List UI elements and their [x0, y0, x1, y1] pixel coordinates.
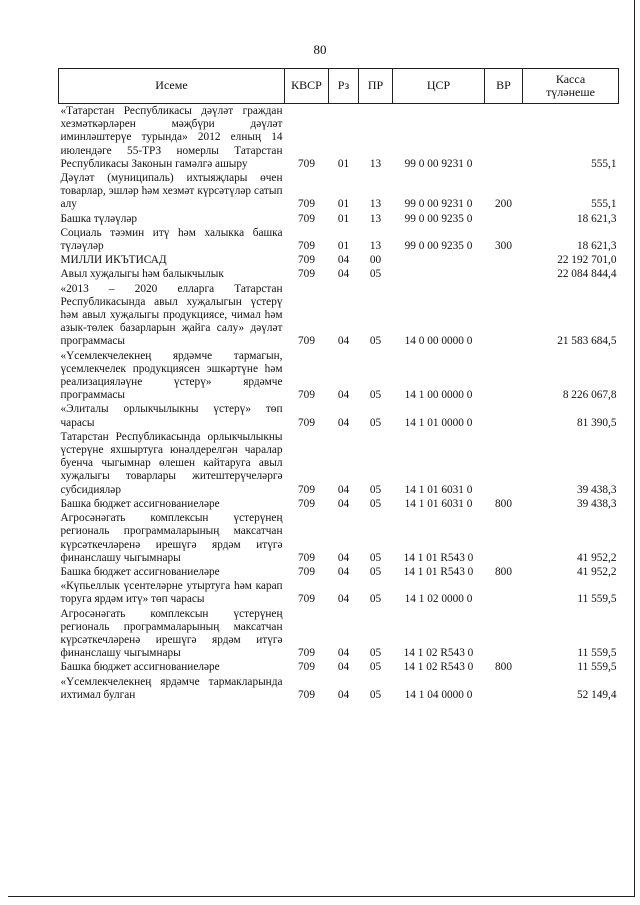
- row-csr: 14 1 01 R543 0: [403, 565, 474, 578]
- row-name: «Күпьеллык үсентеләрне утыртуга һәм карап торуга ярдәм итү» төп чарасы: [60, 580, 283, 606]
- row-name: «Татарстан Республикасы дәүләт граждан хезмәткәрләрен мәҗбүри дәүләт иминләштерүе турында» 2012 елның 14 июлендәге 55-ТРЗ номерлы Татарстан Республикасы Законын гамәлгә ашыру: [60, 105, 283, 170]
- row-kvsr: 709: [298, 240, 315, 253]
- row-amount: 18 621,3: [576, 240, 617, 253]
- row-vr: 800: [495, 565, 512, 578]
- row-csr: 14 1 04 0000 0: [404, 688, 473, 701]
- row-csr: 14 1 01 R543 0: [403, 551, 474, 564]
- row-amount: 22 192 701,0: [557, 254, 617, 267]
- row-rz: 04: [337, 565, 350, 578]
- row-kvsr: 709: [298, 254, 315, 267]
- row-csr: 14 1 01 6031 0: [404, 497, 473, 510]
- row-kvsr: 709: [298, 212, 315, 225]
- row-rz: 04: [337, 483, 350, 496]
- row-rz: 04: [337, 647, 350, 660]
- row-csr: 14 1 00 0000 0: [404, 389, 473, 402]
- table-row: [59, 212, 619, 226]
- table-row: [59, 253, 619, 267]
- row-csr: 14 1 02 R543 0: [403, 647, 474, 660]
- table-row: [59, 349, 619, 403]
- row-name: МИЛЛИ ИКЪТИСАД: [60, 254, 167, 267]
- row-name: Башка бюджет ассигнованиеләре: [60, 565, 220, 578]
- row-pr: 13: [369, 240, 382, 253]
- table-row: [59, 660, 619, 674]
- col-csr-header: ЦСР: [393, 69, 485, 104]
- row-rz: 04: [337, 268, 350, 281]
- row-amount: 21 583 684,5: [557, 335, 617, 348]
- row-rz: 04: [337, 661, 350, 674]
- row-name: Авыл хуҗалыгы һәм балыкчылык: [60, 268, 224, 281]
- row-name: Социаль тәэмин итү һәм халыкка башка түләүләр: [60, 226, 283, 253]
- row-rz: 01: [337, 212, 350, 225]
- row-vr: 800: [495, 497, 512, 510]
- table-row: [59, 282, 619, 349]
- table-row: [59, 497, 619, 511]
- row-rz: 01: [337, 240, 350, 253]
- row-amount: 22 084 844,4: [557, 268, 617, 281]
- row-name: Башка түләүләр: [60, 212, 138, 225]
- row-amount: 41 952,2: [576, 551, 617, 564]
- row-vr: [485, 675, 523, 702]
- row-pr: 13: [369, 212, 382, 225]
- row-vr: [485, 349, 523, 403]
- table-row: [59, 104, 619, 172]
- row-kvsr: 709: [298, 198, 315, 211]
- row-amount: 555,1: [591, 157, 617, 170]
- row-name: «2013 – 2020 елларга Татарстан Республикасында авыл хуҗалыгын үстерү һәм авыл хуҗалыгы продукциясе, чимал һәм азык-төлек базарларын җайга салу» дәүләт программасы: [60, 282, 283, 348]
- table-row: [59, 226, 619, 253]
- row-pr: 05: [369, 483, 382, 496]
- row-amount: 41 952,2: [576, 565, 617, 578]
- row-vr: [485, 212, 523, 226]
- row-csr: 14 1 02 0000 0: [404, 593, 473, 606]
- col-rz-header: Рз: [329, 69, 359, 104]
- row-csr: 99 0 00 9231 0: [404, 198, 473, 211]
- row-name: Башка бюджет ассигнованиеләре: [60, 661, 220, 674]
- col-name-header: Исеме: [59, 69, 285, 104]
- row-pr: 05: [369, 661, 382, 674]
- table-row: [59, 565, 619, 579]
- table-row: [59, 675, 619, 702]
- col-kvsr-header: КВСР: [285, 69, 329, 104]
- row-amount: 39 438,3: [576, 497, 617, 510]
- table-header: [59, 69, 619, 104]
- row-amount: 11 559,5: [577, 661, 617, 674]
- row-name: Дәүләт (муниципаль) ихтыяҗлары өчен товарлар, эшләр һәм хезмәт күрсәтүләр сатып алу: [60, 172, 283, 211]
- row-rz: 04: [337, 551, 350, 564]
- page-number: 80: [313, 42, 327, 57]
- row-rz: 04: [337, 335, 350, 348]
- row-csr: 14 1 01 0000 0: [404, 416, 473, 429]
- row-vr: [485, 267, 523, 281]
- row-kvsr: 709: [298, 416, 315, 429]
- row-pr: 05: [369, 335, 382, 348]
- row-vr: [485, 511, 523, 565]
- row-amount: 18 621,3: [576, 212, 617, 225]
- row-vr: [485, 607, 523, 661]
- row-rz: 04: [337, 593, 350, 606]
- row-name: «Үсемлекчелекнең ярдәмче тармакларында ихтимал булган: [60, 675, 283, 701]
- row-name: Татарстан Республикасында орлыкчылыкны үстерүне яхшыртуга юнәлдерелгән чаралар буенча чыгымнар өлешен кайтаруга авыл хуҗалыгы товарлары житештерүчеләргә субсидияләр: [60, 430, 283, 496]
- row-kvsr: 709: [298, 389, 315, 402]
- row-pr: 00: [369, 254, 382, 267]
- row-vr: [485, 282, 523, 349]
- row-csr: 14 1 02 R543 0: [403, 661, 474, 674]
- row-pr: 05: [369, 688, 382, 701]
- table-row: [59, 402, 619, 429]
- row-amount: 81 390,5: [576, 416, 617, 429]
- row-csr: 99 0 00 9231 0: [404, 157, 473, 170]
- col-pr-header: ПР: [359, 69, 393, 104]
- row-pr: 13: [369, 198, 382, 211]
- row-kvsr: 709: [298, 661, 315, 674]
- row-kvsr: 709: [298, 565, 315, 578]
- row-csr: 99 0 00 9235 0: [404, 212, 473, 225]
- row-kvsr: 709: [298, 335, 315, 348]
- row-amount: 555,1: [591, 198, 617, 211]
- table-row: [59, 511, 619, 565]
- row-rz: 04: [337, 688, 350, 701]
- row-name: Башка бюджет ассигнованиеләре: [60, 497, 220, 510]
- row-csr: [393, 267, 485, 281]
- row-vr: [485, 430, 523, 497]
- row-vr: 200: [495, 198, 512, 211]
- table-row: [59, 171, 619, 212]
- row-pr: 05: [369, 389, 382, 402]
- row-vr: [485, 402, 523, 429]
- row-rz: 04: [337, 497, 350, 510]
- row-pr: 05: [369, 647, 382, 660]
- row-rz: 04: [337, 254, 350, 267]
- table-row: [59, 430, 619, 497]
- row-kvsr: 709: [298, 497, 315, 510]
- row-pr: 05: [369, 497, 382, 510]
- budget-table: [58, 68, 619, 702]
- row-kvsr: 709: [298, 593, 315, 606]
- row-amount: 8 226 067,8: [562, 389, 617, 402]
- row-vr: [485, 104, 523, 172]
- row-rz: 01: [337, 157, 350, 170]
- row-kvsr: 709: [298, 647, 315, 660]
- row-pr: 05: [369, 565, 382, 578]
- row-vr: [485, 253, 523, 267]
- row-pr: 05: [369, 593, 382, 606]
- row-rz: 04: [337, 389, 350, 402]
- table-row: [59, 607, 619, 661]
- row-amount: 52 149,4: [576, 688, 617, 701]
- row-kvsr: 709: [298, 483, 315, 496]
- table-row: [59, 579, 619, 606]
- row-csr: 14 0 00 0000 0: [404, 335, 473, 348]
- row-csr: 14 1 01 6031 0: [404, 483, 473, 496]
- row-vr: 800: [495, 661, 512, 674]
- row-amount: 39 438,3: [576, 483, 617, 496]
- row-name: «Элиталы орлыкчылыкны үстерү» төп чарасы: [60, 403, 283, 429]
- row-vr: 300: [495, 240, 512, 253]
- row-pr: 05: [369, 268, 382, 281]
- row-vr: [485, 579, 523, 606]
- col-vr-header: ВР: [485, 69, 523, 104]
- row-name: Агросәнәгать комплексын үстерүнең региональ программаларының максатчан күрсәткечләренә ирешүгә ярдәм итүгә финанслашу чыгымнары: [60, 607, 283, 660]
- col-amount-header: Касса түләнеше: [523, 69, 619, 104]
- row-csr: [393, 253, 485, 267]
- row-kvsr: 709: [298, 688, 315, 701]
- row-kvsr: 709: [298, 551, 315, 564]
- row-csr: 99 0 00 9235 0: [404, 240, 473, 253]
- row-kvsr: 709: [298, 268, 315, 281]
- row-amount: 11 559,5: [577, 593, 617, 606]
- row-rz: 04: [337, 416, 350, 429]
- row-pr: 05: [369, 551, 382, 564]
- row-amount: 11 559,5: [577, 647, 617, 660]
- row-name: «Үсемлекчелекнең ярдәмче тармагын, үсемлекчелек продукциясен эшкәртүне һәм реализацияләүне үстерү» ярдәмче программасы: [60, 349, 283, 402]
- row-name: Агросәнәгать комплексын үстерүнең региональ программаларының максатчан күрсәткечләренә ирешүгә ярдәм итүгә финанслашу чыгымнары: [60, 512, 283, 564]
- table-row: [59, 267, 619, 281]
- row-kvsr: 709: [298, 157, 315, 170]
- row-rz: 01: [337, 198, 350, 211]
- row-pr: 05: [369, 416, 382, 429]
- row-pr: 13: [369, 157, 382, 170]
